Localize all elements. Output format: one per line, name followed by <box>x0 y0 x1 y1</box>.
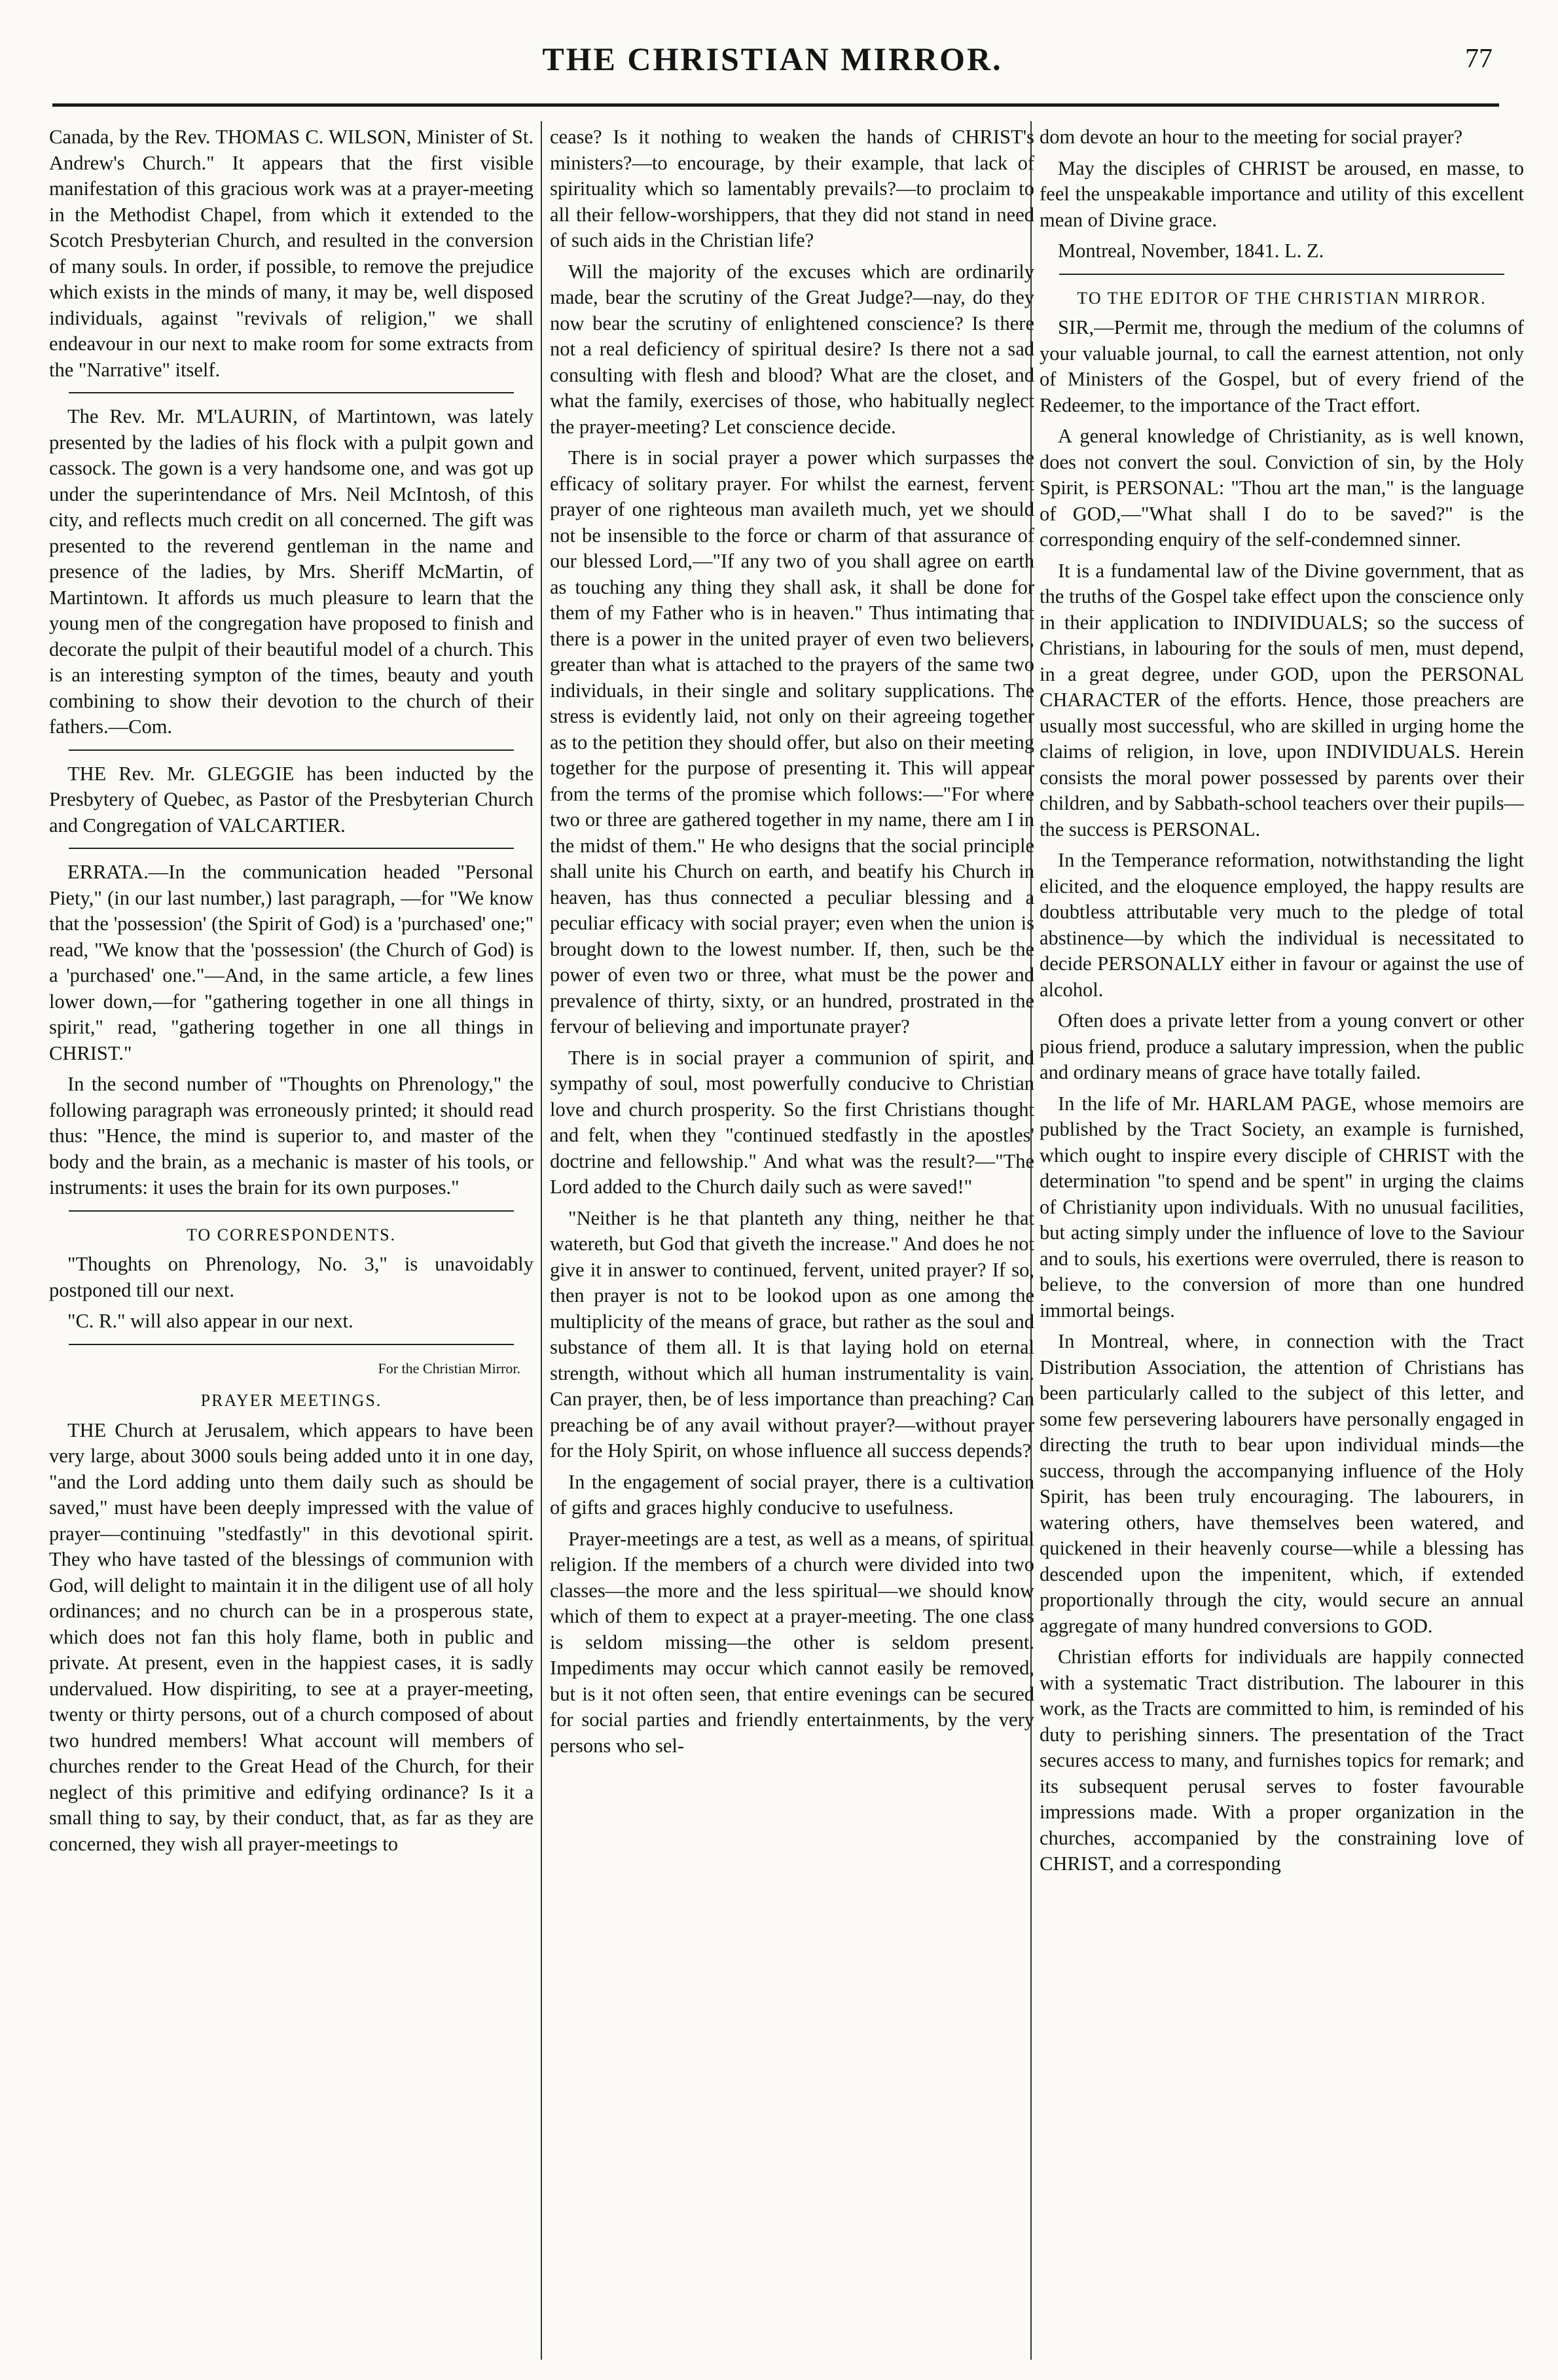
paragraph: Prayer-meetings are a test, as well as a means, of spiritual religion. If the members of a church were divided into two classes—the more and the less spiritual—we should know which of them to expect at a prayer-meeting. The one class is seldom missing—the other is seldom present. Impediments may occur which cannot easily be removed, but is it not often seen, that entire evenings can be secured for social parties and friendly entertainments, by the very persons who sel- <box>550 1527 1034 1757</box>
paragraph: dom devote an hour to the meeting for social prayer? <box>1040 126 1463 148</box>
column-1 <box>49 124 534 2356</box>
paragraph: There is in social prayer a power which surpasses the efficacy of solitary prayer. For whilst the earnest, fervent prayer of one righteous man availeth much, yet we should not be insensible to the force or charm of that assurance of our blessed Lord,—"If any two of you shall agree on earth as touching any thing they shall ask, it shall be done for them of my Father who is in heaven." Thus intimating that there is a power in the united prayer of even two believers, greater than what is attached to the prayers of the same two individuals, in their single and solitary supplications. The stress is evidently laid, not only on their agreeing together as to the petition they should offer, but also on their meeting together for the purpose of presenting it. This will appear from the terms of the promise which follows:—"For where two or three are gathered together in my name, there am I in the midst of them." He who designs that the social principle shall unite his Church on earth, and beatify his Church in heaven, has thus connected a peculiar blessing and a peculiar efficacy with social prayer; even when the union is brought down to the lowest number. If, then, such be the power of even two or three, what must be the power and prevalence of thirty, sixty, or an hundred, prostrated in the fervour of believing and importunate prayer? <box>550 446 1034 1037</box>
divider <box>69 749 515 751</box>
header-rule <box>52 103 1499 107</box>
divider <box>69 1344 515 1345</box>
paragraph: There is in social prayer a communion of spirit, and sympathy of soul, most powerfully conducive to Christian love and church prosperity. So the first Christians thought and felt, when they "continued stedfastly in the apostles' doctrine and fellowship." And what was the result?—"The Lord added to the Church daily such as were saved!" <box>550 1046 1034 1198</box>
masthead-title: THE CHRISTIAN MIRROR. <box>542 41 1003 77</box>
divider <box>69 392 515 393</box>
page-number: 77 <box>1465 44 1493 74</box>
page-header <box>52 36 1493 82</box>
paragraph: In the second number of "Thoughts on Phrenology," the following paragraph was erroneously printed; it should read thus: "Hence, the mind is superior to, and master of the body and the brain, as a mechanic is master of his tools, or instruments: it uses the brain for its own purposes." <box>49 1073 534 1199</box>
paragraph: A general knowledge of Christianity, as is well known, does not convert the soul. Conviction of sin, by the Holy Spirit, is PERSONAL: "Thou art the man," is the language of GOD,—"What shall I do to be saved?" is the corresponding enquiry of the self-condemned sinner. <box>1040 425 1524 550</box>
paragraph: In the engagement of social prayer, there is a cultivation of gifts and graces highly conducive to usefulness. <box>550 1470 1034 1519</box>
paragraph: In Montreal, where, in connection with the Tract Distribution Association, the attention of Christians has been particularly called to the subject of this letter, and some few persevering labourers have personally engaged in directing the truth to bear upon individual minds—the success, through the accompanying influence of the Holy Spirit, has been truly encouraging. The labourers, in watering others, have themselves been watered, and quickened in their heavenly course—while a blessing has descended upon the impenitent, which, if extended proportionally through the city, would secure an annual aggregate of many hundred conversions to GOD. <box>1040 1330 1524 1637</box>
paragraph: Will the majority of the excuses which are ordinarily made, bear the scrutiny of the Great Judge?—nay, do they now bear the scrutiny of enlightened conscience? Is there not a real deficiency of spiritual desire? Is there not a sad consulting with flesh and blood? What are the closet, and what the family, exercises of those, who habitually neglect the prayer-meeting? Let conscience decide. <box>550 260 1034 438</box>
column-2 <box>550 124 1034 2356</box>
signature-line: Montreal, November, 1841. L. Z. <box>1058 240 1324 262</box>
paragraph: Canada, by the Rev. THOMAS C. WILSON, Minister of St. Andrew's Church." It appears that the first visible manifestation of this gracious work was at a prayer-meeting in the Methodist Chapel, from which it extended to the Scotch Presbyterian Church, and resulted in the conversion of many souls. In order, if possible, to remove the prejudice which exists in the minds of many, it may be, well disposed individuals, against "revivals of religion," we shall endeavour in our next to make room for some extracts from the "Narrative" itself. <box>49 126 534 381</box>
paragraph: ERRATA.—In the communication headed "Personal Piety," (in our last number,) last paragraph, —for "We know that the 'possession' (the Spirit of God) is a 'purchased' one;" read, "We know that the 'possession' (the Church of God) is a 'purchased' one."—And, in the same article, a few lines lower down,—for "gathering together in one all things in spirit," read, "gathering together in one all things in CHRIST." <box>49 861 534 1064</box>
paragraph: In the life of Mr. HARLAM PAGE, whose memoirs are published by the Tract Society, an example is furnished, which ought to inspire every disciple of CHRIST with the determination "to spend and be spent" in urging the claims of Christianity upon individuals. With no unusual facilities, but acting simply under the influence of love to the Saviour and to souls, his exertions were overruled, there is reason to believe, to the conversion of more than one hundred immortal beings. <box>1040 1092 1524 1322</box>
paragraph: "C. R." will also appear in our next. <box>67 1310 353 1332</box>
byline: For the Christian Mirror. <box>378 1360 520 1377</box>
letter-heading: TO THE EDITOR OF THE CHRISTIAN MIRROR. <box>1077 288 1487 308</box>
divider <box>69 848 515 849</box>
paragraph: The Rev. Mr. M'LAURIN, of Martintown, was lately presented by the ladies of his flock with a pulpit gown and cassock. The gown is a very handsome one, and was got up under the superintendance of Mrs. Neil McIntosh, of this city, and reflects much credit on all concerned. The gift was presented to the reverend gentleman in the name and presence of the ladies, by Mrs. Sheriff McMartin, of Martintown. It affords us much pleasure to learn that the young men of the congregation have proposed to finish and decorate the pulpit of their beautiful model of a church. This is an interesting sympton of the times, beauty and youth combining to show their devotion to the church of their fathers.—Com. <box>49 405 534 738</box>
paragraph: SIR,—Permit me, through the medium of the columns of your valuable journal, to call the earnest attention, not only of Ministers of the Gospel, but of every friend of the Redeemer, to the importance of the Tract effort. <box>1040 316 1524 416</box>
column-3 <box>1040 124 1524 2356</box>
paragraph: "Neither is he that planteth any thing, neither he that watereth, but God that giveth the increase." And does he not give it in answer to continued, fervent, united prayer? If so, then prayer is not to be lookod upon as one among the multiplicity of the means of grace, but rather as the soul and substance of them all. It is that laying hold on eternal strength, without which all human instrumentality is vain. Can prayer, then, be of less importance than preaching? Can preaching be of any avail without prayer?—without prayer for the Holy Spirit, on whose influence all success depends? <box>550 1206 1034 1462</box>
paragraph: "Thoughts on Phrenology, No. 3," is unavoidably postponed till our next. <box>49 1253 534 1301</box>
paragraph: It is a fundamental law of the Divine government, that as the truths of the Gospel take effect upon the conscience only in their application to INDIVIDUALS; so the success of Christians, in labouring for the souls of men, must depend, in a great degree, under GOD, upon the PERSONAL CHARACTER of the efforts. Hence, those preachers are usually most successful, who are skilled in urging home the claims of religion, in love, upon INDIVIDUALS. Herein consists the moral power possessed by parents over their children, and by Sabbath-school teachers over their pupils—the success is PERSONAL. <box>1040 559 1524 840</box>
paragraph: cease? Is it nothing to weaken the hands of CHRIST's ministers?—to encourage, by their example, that lack of spirituality which so lamentably prevails?—to proclaim to all their fellow-worshippers, that they did not stand in need of such aids in the Christian life? <box>550 126 1034 251</box>
paragraph: May the disciples of CHRIST be aroused, en masse, to feel the unspeakable importance and utility of this excellent mean of Divine grace. <box>1040 156 1524 231</box>
paragraph: In the Temperance reformation, notwithstanding the light elicited, and the eloquence employed, the happy results are doubtless attributable very much to the pledge of total abstinence—by which the individual is necessitated to decide PERSONALLY either in favour or against the use of alcohol. <box>1040 849 1524 1001</box>
article-heading: PRAYER MEETINGS. <box>200 1391 382 1410</box>
divider <box>1059 274 1505 275</box>
paragraph: THE Church at Jerusalem, which appears to have been very large, about 3000 souls being added unto it in one day, "and the Lord adding unto them daily such as should be saved," must have been deeply impressed with the value of prayer—continuing "stedfastly" in this devotional spirit. They who have tasted of the blessings of communion with God, will delight to maintain it in the diligent use of all holy ordinances; and no church can be in a prosperous state, which does not fan this holy flame, both in public and private. At present, even in the happiest cases, it is sadly undervalued. How dispiriting, to see at a prayer-meeting, twenty or thirty persons, out of a church composed of about two hundred members! What account will members of churches render to the Great Head of the Church, for their neglect of this primitive and edifying ordinance? Is it a small thing to say, by their conduct, that, as far as they are concerned, they wish all prayer-meetings to <box>49 1418 534 1855</box>
paragraph: Christian efforts for individuals are happily connected with a systematic Tract distribution. The labourer in this work, as the Tracts are committed to him, is reminded of his duty to perishing sinners. The presentation of the Tract secures access to many, and furnishes topics for remark; and its subsequent perusal serves to foster favourable impressions made. With a proper organization in the churches, accompanied by the constraining love of CHRIST, and a corresponding <box>1040 1646 1524 1875</box>
paragraph: Often does a private letter from a young convert or other pious friend, produce a salutary impression, when the public and ordinary means of grace have totally failed. <box>1040 1009 1524 1083</box>
divider <box>69 1210 515 1212</box>
section-heading: TO CORRESPONDENTS. <box>186 1225 397 1244</box>
column-divider <box>541 121 542 2360</box>
paragraph: THE Rev. Mr. GLEGGIE has been inducted by the Presbytery of Quebec, as Pastor of the Presbyterian Church and Congregation of VALCARTIER. <box>49 762 534 837</box>
